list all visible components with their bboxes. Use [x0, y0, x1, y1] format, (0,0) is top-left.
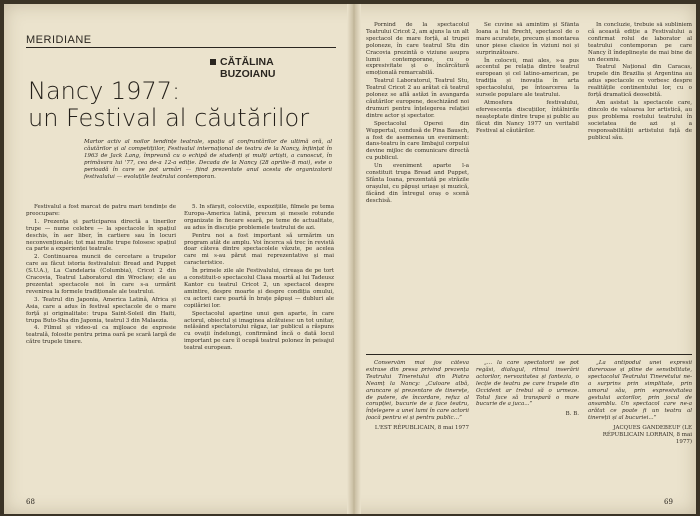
paragraph: 1. Prezența și participarea directă a tinerilor trupe — nume celebre — la spectacole în spațiul deschis, în aer liber, în cartiere sau în locuri neconvenționale; tot mai multe trupe folosesc spațiul ca parte a experienței teatrale.	[26, 218, 176, 253]
press-quote-3	[588, 360, 692, 495]
article-title	[28, 78, 328, 132]
paragraph: 5. În sfârșit, colocviile, expozițiile, filmele pe tema Europa–America latină, precum și mesele rotunde organizate în fiecare seară, pe teme de actualitate, au adus în discuție problemele teatrului de azi.	[184, 204, 334, 231]
column-4	[476, 22, 579, 350]
page-number-left: 68	[26, 498, 35, 506]
paragraph: 3. Teatrul din Japonia, America Latină, Africa și Asia, care a adus în festival spectacole de o mare forță și originalitate: trupa Saint-Soleil din Haiti, trupa Buto-Sha din Japonia, teatrul 3 din Malaezia.	[26, 296, 176, 324]
paragraph: Pentru noi a fost important să urmărim un program atât de amplu. Voi încerca să trec în revistă doar câteva dintre spectacolele văzute, pe acelea care mi s-au părut mai reprezentative și mai caracteristice.	[184, 232, 334, 267]
author-byline	[210, 56, 332, 80]
press-quote-1-text: Conservăm mai jos câteva extrase din presa privind prezența Teatrului Tineretului din Piatra Neamț la Nancy: „Culoare albă, aruncare și prezentare de tinerețe, de putere, de încordare, refuz al corupției, bucurie de a face teatru, înțelegere a unei lumi în care actorii joacă pentru ei și pentru public…”	[366, 360, 469, 422]
paragraph: Un eveniment aparte l-a constituit trupa Bread and Puppet, Sfânta Ioana, prezentată pe străzile orașului, cu păpuși uriașe și muzică, făcând din întregul oraș o scenă deschisă.	[366, 163, 469, 204]
paragraph: Festivalul a fost marcat de patru mari tendințe de preocupare:	[26, 204, 176, 217]
paragraph: Spectacolul aparține unui gen aparte, în care actorul, obiectul și imaginea alcătuiesc un tot unitar, nelăsând spectatorului răgaz, iar publicul a răspuns cu ovații îndelungi, confirmând încă o dată locul important pe care îl ocupă teatrul polonez în peisajul teatral european.	[184, 310, 334, 352]
column-5	[588, 22, 692, 350]
press-quote-3-source: JACQUES GANDEBEUF (LE RÉPUBLICAIN LORRAIN, 8 mai 1977)	[602, 425, 692, 445]
press-quote-1-source: L'EST RÉPUBLICAIN, 8 mai 1977	[374, 425, 469, 432]
binding-gutter	[347, 4, 361, 514]
paragraph: Teatrul Laboratorul, Teatrul Stu, Teatrul Cricot 2 au arătat că teatrul polonez se află astăzi în avangarda căutărilor europene, deschizând noi drumuri pentru înțelegerea relației dintre actor și spectator.	[366, 78, 469, 119]
title-line-2: un Festival al căutărilor	[28, 104, 310, 132]
column-3	[366, 22, 469, 350]
page-number-right: 69	[664, 498, 673, 506]
title-line-1: Nancy 1977:	[28, 77, 181, 105]
paragraph: În colocvii, mai ales, s-a pus accentul pe relația dintre teatrul european și cel latino-american, pe tradiția și inovația în arta spectacolului, pe întoarcerea la sursele populare ale teatrului.	[476, 57, 579, 99]
square-bullet-icon	[210, 59, 216, 65]
quote-box-top-rule	[366, 354, 692, 355]
column-1	[26, 204, 176, 494]
paragraph: 2. Continuarea muncii de cercetare a trupelor care au făcut istoria festivalului: Bread and Puppet (S.U.A.), La Candelaria (Columbia), Cricot 2 din Cracovia, Teatrul Laboratorul din Wroclaw; ele au prezentat spectacole noi în care s-a urmărit revenirea la formele tradiționale ale teatrului.	[26, 254, 176, 295]
press-quote-3-text: „La antipodul unei expresii dureroase și pline de sensibilitate, spectacolul Teatrului Tineretului ne-a surprins prin simplitate, prin umorul său, prin expresivitatea gestului actorilor, prin jocul de ansamblu. Un spectacol care ne-a arătat ce poate fi un teatru al tinereții și al bucuriei...”	[588, 360, 692, 422]
paragraph: 4. Filmul și video-ul ca mijloace de expresie teatrală, folosite pentru prima oară pe scară largă de către trupele tinere.	[26, 325, 176, 346]
press-quote-2-text: „... la care spectatorii se pot regăsi, dialogul, ritmul inserării actorilor, nervozitatea și fantezia, o lecție de teatru pe care trupele din Occident ar trebui să o urmeze. Totul face să transpară o mare bucurie de a juca...”	[476, 360, 579, 408]
paragraph: Spectacolul Operei din Wuppertal, condusă de Pina Bausch, a fost de asemenea un eveniment: dans-teatru în care limbajul corpului devine mijloc de comunicare directă cu publicul.	[366, 120, 469, 162]
article-intro: Martor activ al noilor tendințe teatrale, spațiu al confruntărilor de ultimă oră, al căutărilor și al competițiilor, Festivalul internațional de teatru de la Nancy, înființat în 1963 de Jack Lang, împreună cu o echipă de studenți și mulți artiști, a cunoscut, în primăvara lui '77, cea de-a 12-a ediție. Decada de la Nancy (28 aprilie–8 mai), este o perioadă în care se pot urmări — fiind prezentate anul acesta de organizatorii festivalului — evoluțiile teatrului contemporan.	[84, 139, 332, 180]
paragraph: Pornind de la spectacolul Teatrului Cricot 2, am ajuns la un alt spectacol de mare forță, al trupei poloneze, în care teatrul Stu din Cracovia prezintă o viziune asupra lumii contemporane, cu o expresivitate și o încărcătură emoțională remarcabilă.	[366, 22, 469, 77]
paragraph: Am asistat la spectacole care, dincolo de valoarea lor artistică, au pus problema rostului teatrului în societatea de azi și a responsabilității artistului față de publicul său.	[588, 99, 692, 141]
press-quote-2	[476, 360, 579, 495]
press-quote-2-source: B. B.	[565, 411, 579, 418]
paragraph: Teatrul Național din Caracas, trupele din Brazilia și Argentina au adus spectacole ce vorbesc despre realitățile continentului lor, cu o forță dramatică deosebită.	[588, 64, 692, 99]
author-first-name: CĂTĂLINA	[220, 56, 274, 68]
paragraph: Atmosfera festivalului, efervescența discuțiilor, întâlnirile neașteptate dintre trupe și public au făcut din Nancy 1977 un veritabil Festival al căutărilor.	[476, 99, 579, 134]
section-rule	[26, 47, 336, 48]
paragraph: Se cuvine să amintim și Sfânta Ioana a lui Brecht, spectacol de o mare acuratețe, precum și montarea unor piese clasice în viziuni noi și surprinzătoare.	[476, 22, 579, 56]
author-last-name: BUZOIANU	[220, 68, 276, 80]
column-2	[184, 204, 334, 494]
section-heading: MERIDIANE	[26, 34, 92, 46]
press-quote-1	[366, 360, 469, 495]
paragraph: În concluzie, trebuie să subliniem că această ediție a Festivalului a confirmat rolul de laborator al teatrului contemporan pe care Nancy îl îndeplinește de mai bine de un deceniu.	[588, 22, 692, 63]
magazine-spread	[4, 4, 696, 514]
paragraph: În primele zile ale Festivalului, cireașa de pe tort a constituit-o spectacolul Clasa moartă al lui Tadeusz Kantor cu teatrul Cricot 2, un spectacol despre amintire, despre moarte și despre condiția omului, cu actorii care poartă în brațe păpuși — dubluri ale copilăriei lor.	[184, 268, 334, 309]
